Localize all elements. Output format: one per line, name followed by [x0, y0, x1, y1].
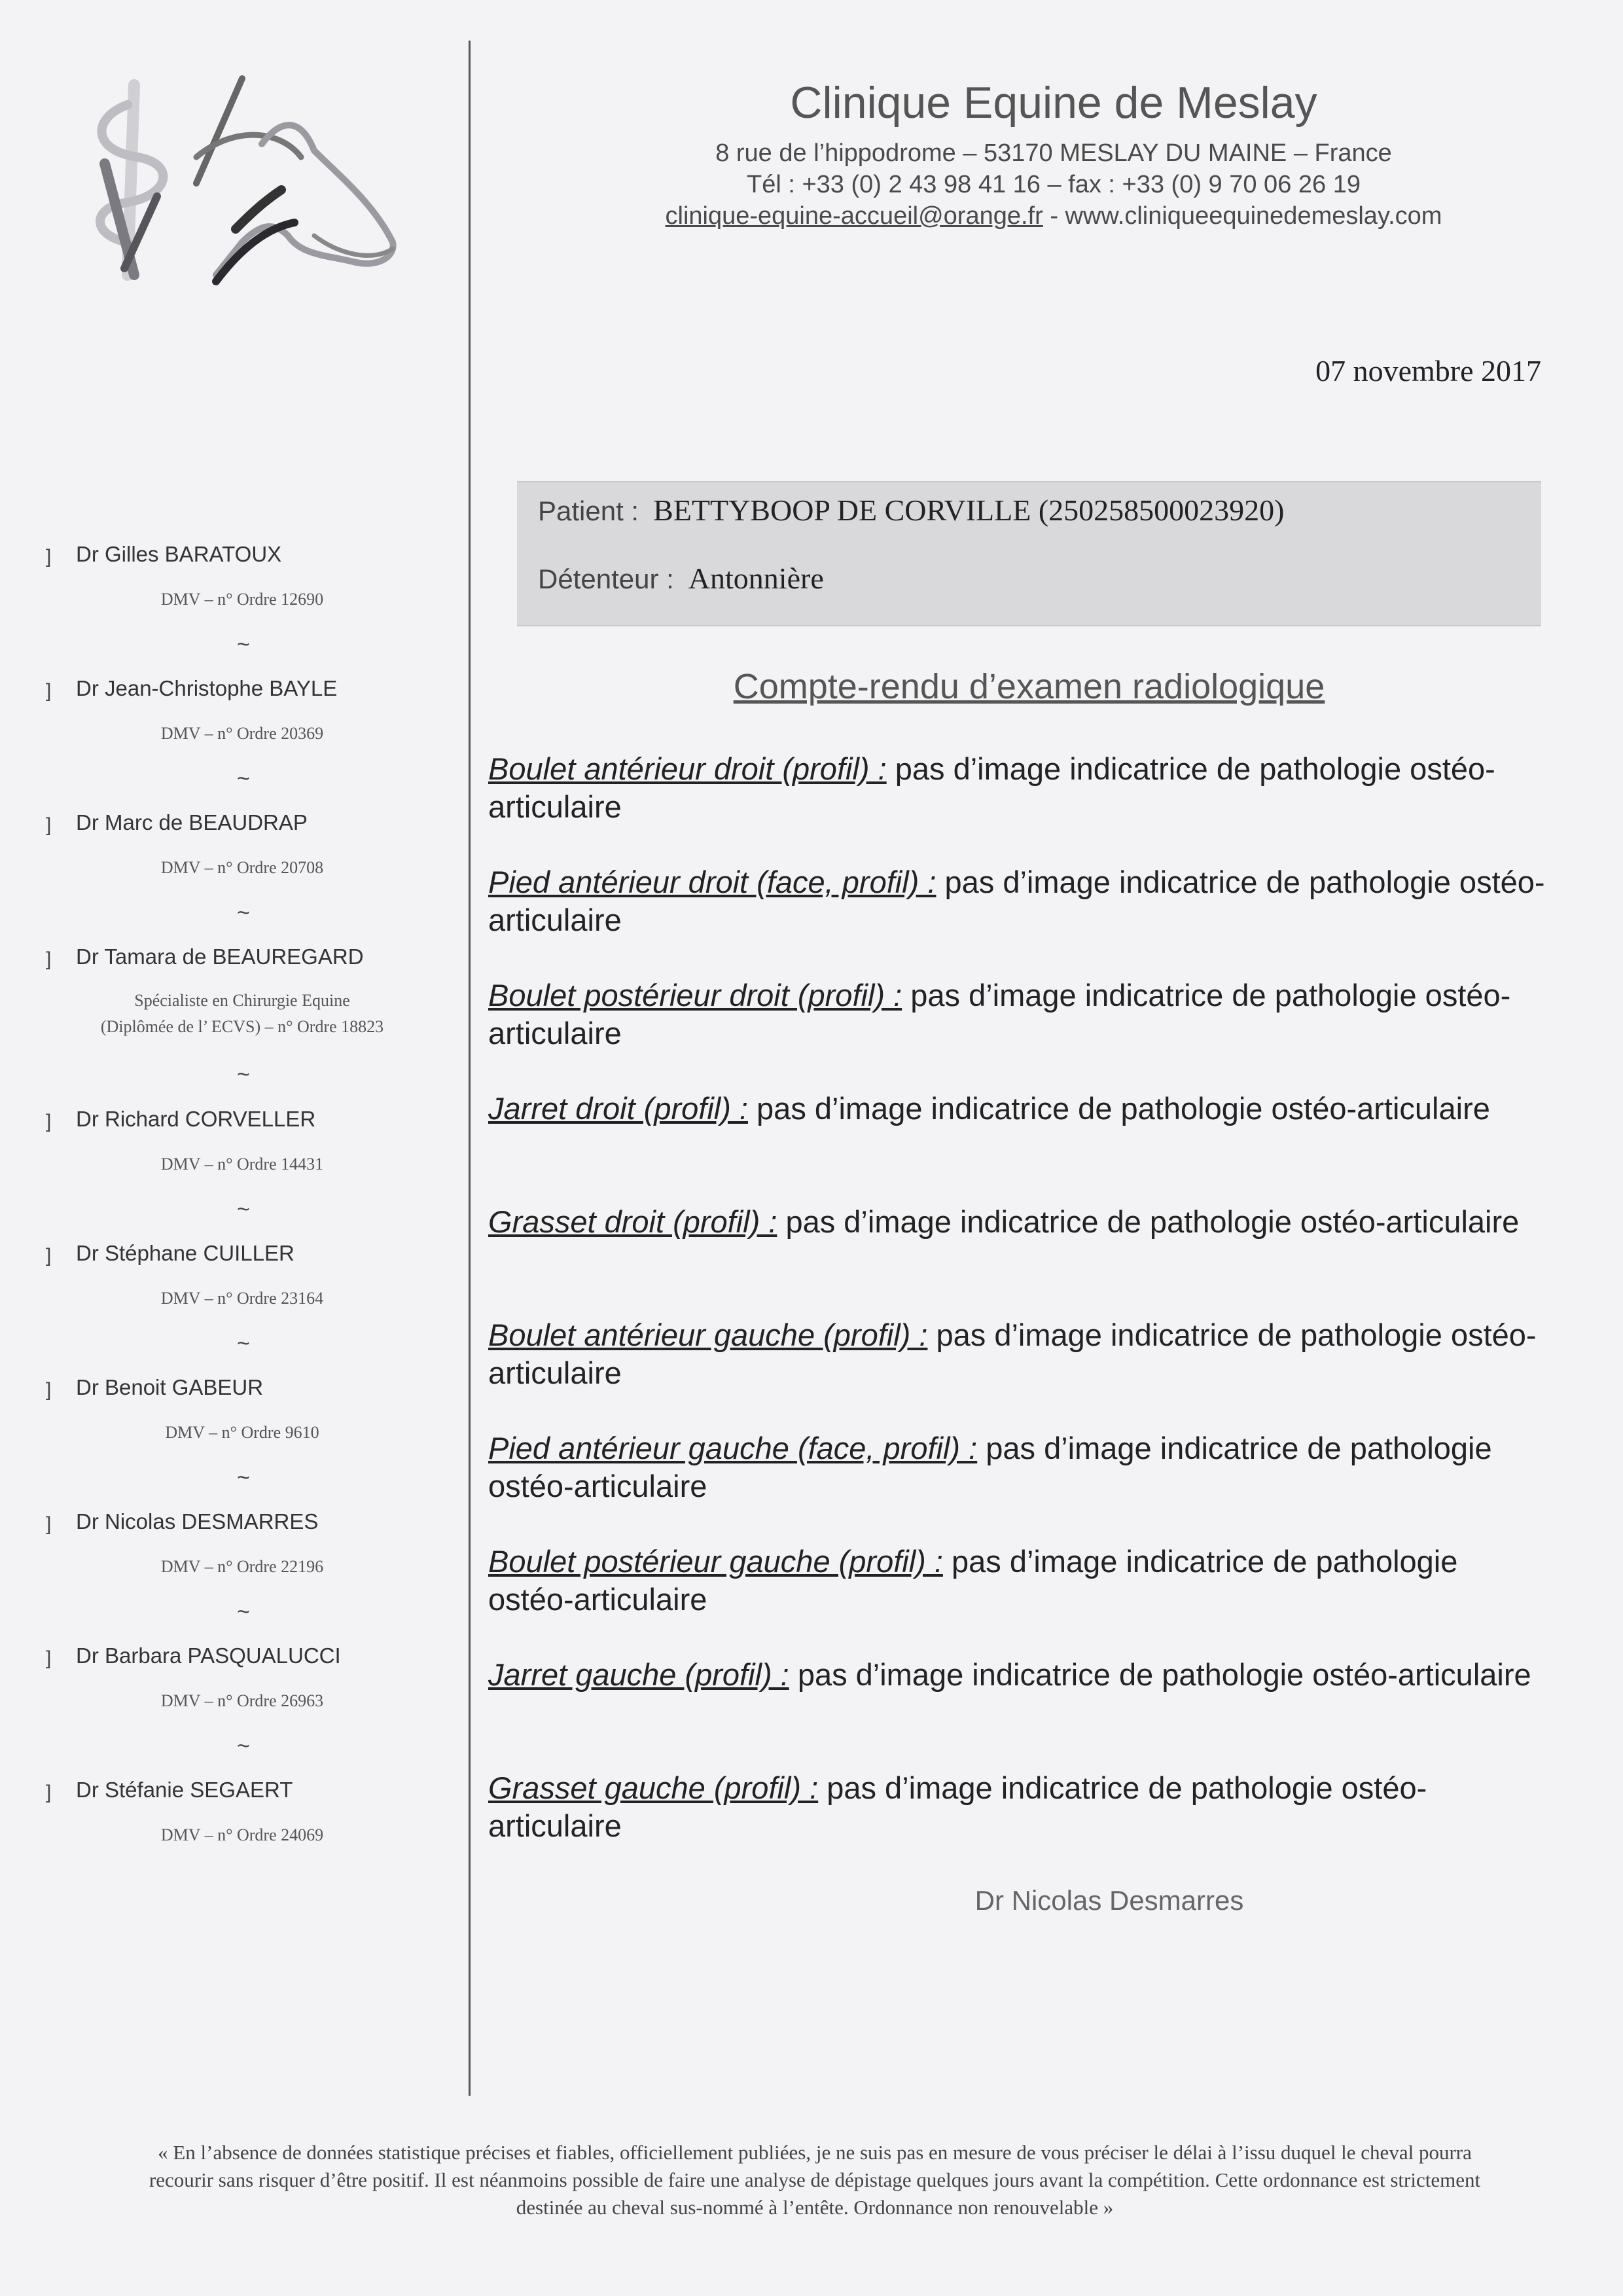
doctor-separator: ~	[237, 1331, 250, 1356]
doctor-separator: ~	[237, 1734, 250, 1759]
doctor-name: Dr Marc de BEAUDRAP	[76, 810, 308, 834]
finding-label: Boulet antérieur gauche (profil) :	[488, 1318, 928, 1352]
doctor-credentials: DMV – n° Ordre 20369	[160, 724, 324, 743]
doctor-credentials: DMV – n° Ordre 24069	[160, 1825, 324, 1844]
doctor-name: Dr Benoit GABEUR	[76, 1375, 264, 1399]
doctor-separator: ~	[237, 1600, 250, 1624]
doctor-credentials: DMV – n° Ordre 22196	[160, 1557, 324, 1576]
patient-value: BETTYBOOP DE CORVILLE (250258500023920)	[653, 493, 1285, 527]
doctor-bullet: ]	[46, 1245, 52, 1266]
doctor-bullet: ]	[46, 1111, 52, 1132]
doctor-credentials: Spécialiste en Chirurgie Equine	[134, 991, 350, 1010]
finding-label: Boulet postérieur droit (profil) :	[488, 978, 902, 1013]
owner-value: Antonnière	[688, 562, 824, 595]
doctor-bullet: ]	[46, 1513, 52, 1535]
patient-label: Patient :	[538, 495, 639, 526]
clinic-logo-horse-icon	[65, 59, 406, 308]
finding-label: Grasset droit (profil) :	[488, 1204, 777, 1239]
finding-item	[488, 1543, 1548, 1656]
finding-label: Jarret droit (profil) :	[488, 1091, 748, 1126]
finding-label: Grasset gauche (profil) :	[488, 1770, 819, 1805]
clinic-website-link[interactable]: www.cliniqueequinedemeslay.com	[1065, 202, 1442, 230]
contact-separator: -	[1043, 202, 1065, 230]
finding-text: pas d’image indicatrice de pathologie ostéo-articulaire	[757, 1091, 1490, 1126]
clinic-name: Clinique Equine de Meslay	[790, 78, 1317, 128]
finding-item	[488, 750, 1548, 863]
patient-row	[538, 493, 1285, 528]
finding-text: pas d’image indicatrice de pathologie ostéo-articulaire	[488, 1431, 1492, 1503]
clinic-contact	[550, 200, 1558, 232]
finding-item	[488, 1769, 1548, 1882]
finding-label: Pied antérieur droit (face, profil) :	[488, 865, 936, 899]
finding-label: Boulet postérieur gauche (profil) :	[488, 1544, 943, 1579]
vertical-divider	[469, 41, 471, 2096]
doctor-separator: ~	[237, 632, 250, 657]
finding-text: pas d’image indicatrice de pathologie ostéo-articulaire	[488, 978, 1511, 1050]
doctor-separator: ~	[237, 766, 250, 791]
findings-list	[488, 750, 1548, 1882]
doctor-name: Dr Stéfanie SEGAERT	[76, 1778, 293, 1802]
doctor-name: Dr Gilles BARATOUX	[76, 542, 282, 566]
finding-item	[488, 1090, 1548, 1203]
finding-label: Boulet antérieur droit (profil) :	[488, 751, 887, 786]
doctor-bullet: ]	[46, 1379, 52, 1401]
report-title: Compte-rendu d’examen radiologique	[733, 667, 1325, 706]
doctor-bullet: ]	[46, 1647, 52, 1669]
doctor-credentials: DMV – n° Ordre 9610	[165, 1423, 319, 1442]
finding-item	[488, 1656, 1548, 1769]
finding-text: pas d’image indicatrice de pathologie ostéo-articulaire	[488, 865, 1545, 937]
finding-text: pas d’image indicatrice de pathologie ostéo-articulaire	[488, 1770, 1427, 1843]
finding-text: pas d’image indicatrice de pathologie ostéo-articulaire	[488, 751, 1495, 824]
doctor-bullet: ]	[46, 948, 52, 970]
doctor-bullet: ]	[46, 546, 52, 567]
finding-text: pas d’image indicatrice de pathologie ostéo-articulaire	[797, 1657, 1531, 1692]
doctor-credentials: DMV – n° Ordre 12690	[160, 590, 324, 609]
finding-label: Jarret gauche (profil) :	[488, 1657, 789, 1692]
clinic-address: 8 rue de l’hippodrome – 53170 MESLAY DU MAINE – France	[715, 139, 1392, 167]
doctor-credentials: DMV – n° Ordre 14431	[160, 1155, 324, 1174]
doctor-name: Dr Stéphane CUILLER	[76, 1241, 294, 1265]
clinic-email-link[interactable]: clinique-equine-accueil@orange.fr	[665, 202, 1043, 230]
doctor-name: Dr Jean-Christophe BAYLE	[76, 676, 338, 700]
finding-item	[488, 1203, 1548, 1316]
finding-item	[488, 1316, 1548, 1429]
doctor-credentials-2: (Diplômée de l’ ECVS) – n° Ordre 18823	[100, 1017, 384, 1036]
doctor-name: Dr Barbara PASQUALUCCI	[76, 1643, 341, 1668]
doctor-separator: ~	[237, 1062, 250, 1087]
finding-item	[488, 977, 1548, 1090]
doctor-separator: ~	[237, 901, 250, 925]
finding-label: Pied antérieur gauche (face, profil) :	[488, 1431, 978, 1465]
finding-item	[488, 1429, 1548, 1543]
owner-row	[538, 561, 824, 596]
clinic-header	[550, 77, 1558, 232]
doctor-credentials: DMV – n° Ordre 23164	[160, 1289, 324, 1308]
doctor-bullet: ]	[46, 814, 52, 836]
doctor-separator: ~	[237, 1465, 250, 1490]
doctor-separator: ~	[237, 1197, 250, 1222]
doctor-name: Dr Richard CORVELLER	[76, 1107, 316, 1131]
doctor-bullet: ]	[46, 1782, 52, 1803]
patient-info-box	[517, 481, 1541, 626]
report-date: 07 novembre 2017	[1315, 354, 1541, 387]
finding-item	[488, 863, 1548, 977]
finding-text: pas d’image indicatrice de pathologie ostéo-articulaire	[488, 1544, 1458, 1617]
doctor-credentials: DMV – n° Ordre 26963	[160, 1691, 324, 1710]
doctor-name: Dr Nicolas DESMARRES	[76, 1509, 319, 1534]
clinic-phone-fax: Tél : +33 (0) 2 43 98 41 16 – fax : +33 (0) 9 70 06 26 19	[747, 171, 1361, 198]
doctor-bullet: ]	[46, 680, 52, 702]
signature: Dr Nicolas Desmarres	[974, 1885, 1244, 1916]
finding-text: pas d’image indicatrice de pathologie ostéo-articulaire	[785, 1204, 1520, 1239]
doctor-credentials: DMV – n° Ordre 20708	[160, 858, 324, 877]
footer-disclaimer: « En l’absence de données statistique précises et fiables, officiellement publiées, je ne suis pas en mesure de vous préciser le délai à l’issu duquel le cheval pourra recourir sans risquer d’être positif. Il est néanmoins possible de faire une analyse de dépistage quelques jours avant la compétition. Cette ordonnance est strictement destinée au cheval sus-nommé à l’entête. Ordonnance non renouvelable »	[149, 2141, 1481, 2219]
doctor-name: Dr Tamara de BEAUREGARD	[76, 944, 364, 969]
owner-label: Détenteur :	[538, 564, 674, 594]
finding-text: pas d’image indicatrice de pathologie ostéo-articulaire	[488, 1318, 1537, 1390]
